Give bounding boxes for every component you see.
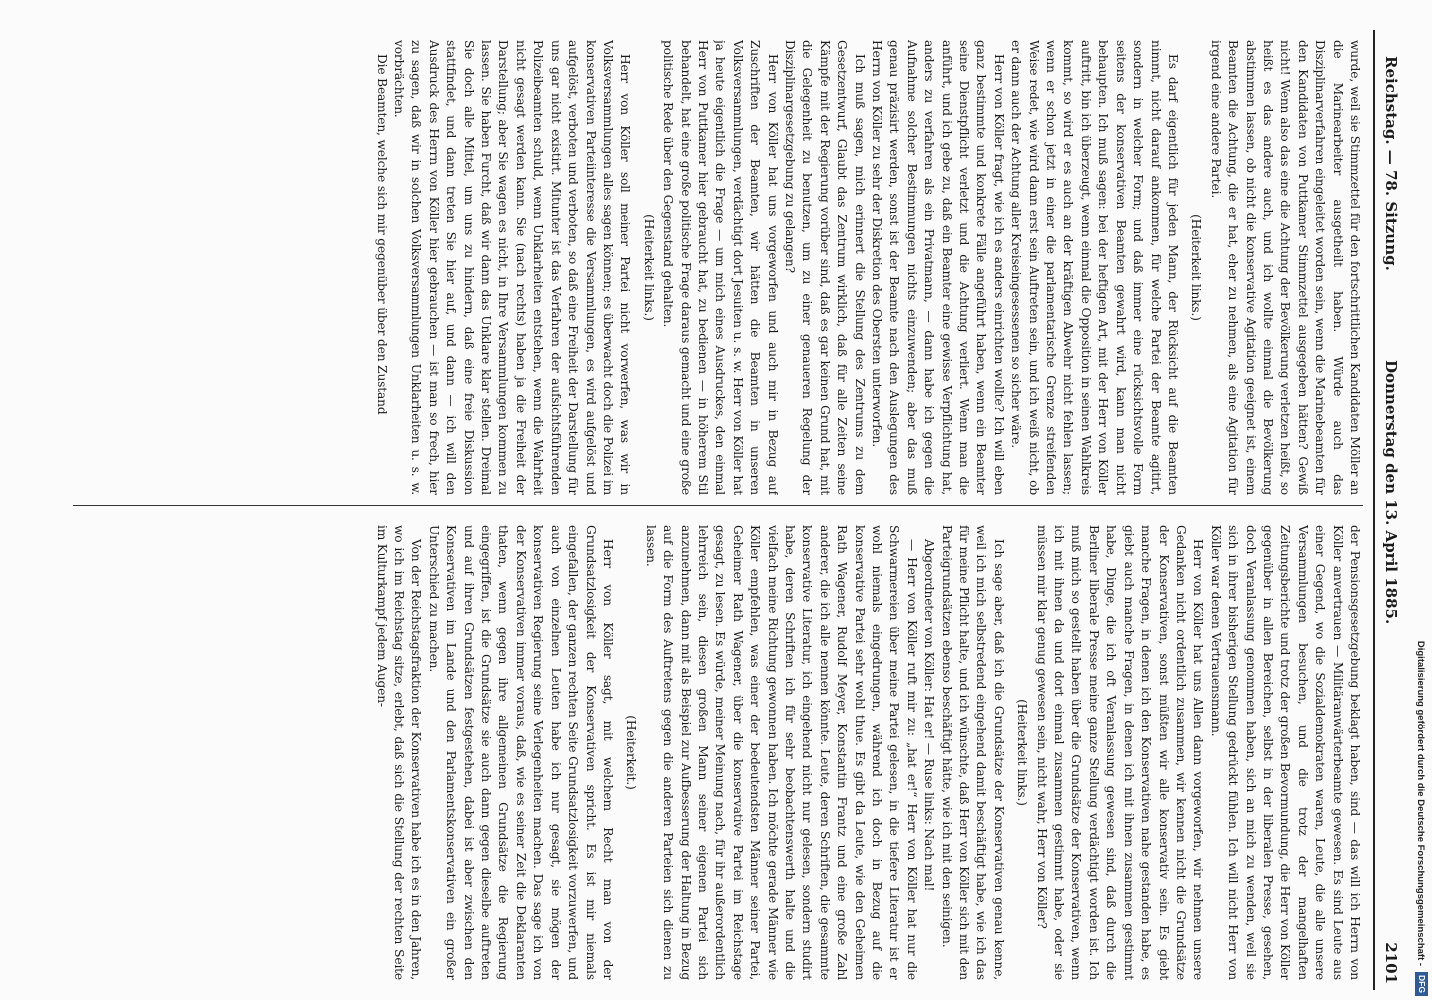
paragraph: Ich sage aber, daß ich die Grundsätze der Konservativen genau kenne, weil ich mich selbstredend eingehend damit beschäftigt habe, wie ich das für meine Pflicht halte, und ich wünschte, daß Herr von Köller sich mit den Parteigrundsätzen ebenso beschäftigt hätte, wie ich mit den seinigen.	[939, 525, 1006, 980]
right-column	[63, 525, 1363, 980]
header-session: Reichstag. — 78. Sitzung.	[1382, 56, 1400, 271]
interjection: (Heiterkeit.)	[624, 715, 639, 790]
paragraph: Es darf eigentlich für jeden Mann, der Rücksicht auf die Beamten nimmt, nicht darauf ankommen, für welche Partei der Beamte agitirt, sondern in welcher Form; und daß immer eine rücksichtsvolle Form seitens der konservativen Beamten gewahrt wird, kann man nicht behaupten. Ich muß sagen: bei der heftigen Art, mit der Herr von Köller auftritt, bin ich überzeugt, wenn einmal die Opposition in seinen Wahlkreis kommt, so wird er es auch an der kräftigen Abwehr nicht fehlen lassen; wenn er schon jetzt in einer die parlamentarische Grenze streifenden Weise redet, wie wird dann erst sein Auftreten sein, und ich weiß nicht, ob er dann auch der Achtung aller Kreiseingesessenen so sicher wäre.	[1009, 40, 1180, 495]
paragraph: Herr von Köller soll meiner Partei nicht vorwerfen, was wir in Volksversammlungen alles sagen können; es überwacht doch die Polizei im konservativen Parteiinteresse die Versammlungen, es wird aufgelöst und aufgelöst, verboten und verboten, so daß eine Freiheit der Darstellung für uns gar nicht existirt. Mitunter ist das Verfahren der aufsichtsführenden Polizeibeamten schuld, wenn Unklarheiten entstehen, wenn die Wahrheit nicht gesagt werden kann. Sie (nach rechts) haben ja die Freiheit der Darstellung; aber Sie wagen es nicht, in Ihre Versammlungen kommen zu lassen. Sie haben Furcht, daß wir dann das Unklare klar stellen. Dreimal Sie doch alle Mittel, um uns zu hindern, daß eine freie Diskussion stattfindet, und dann treten Sie hier auf, und dann — ich will den Ausdruck des Herrn von Köller hier gebrauchen — ist man so frech, hier zu sagen, daß wir in solchen Volksversammlungen Unklarheiten u. s. w. vorbrächten.	[392, 40, 633, 495]
page-header	[1373, 30, 1405, 990]
paragraph: Herr von Köller sagt, mit welchem Recht man von der Grundsatzlosigkeit der Konservativen spricht. Es ist mir niemals eingefallen, der ganzen rechten Seite Grundsatzlosigkeit vorzuwerfen, und auch von einzelnen Leuten habe ich nur gesagt, sie mögen der konservativen Regierung seine Verlegenheiten machen. Das sage ich von der Konservativen immer voraus, daß, wie es seiner Zeit die Deklaranten thaten, wenn gegen ihre allgemeinen Grundsätze die Regierung eingegriffen, ist die Grundsätze sie auch dann gegen dieselbe auftreten und auf ihren Grundsätzen festgestehen, dabei ist aber zwischen den Konservativen im Lande und den Parlamentskonservativen ein großer Unterschied zu machen.	[426, 525, 615, 980]
interjection: (Heiterkeit links.)	[1015, 699, 1030, 806]
page-number: 2101	[1382, 942, 1400, 984]
dfg-logo: DFG	[1415, 972, 1428, 996]
interjection: (Heiterkeit links.)	[641, 214, 656, 321]
paragraph: Die Beamten, welche sich mir gegenüber über den Zustand	[374, 54, 389, 415]
paragraph: — Herr von Köller ruft mir zu: „hat er!“ Herr von Köller hat nur die Schwarmereien über meine Partei gelesen, in die tiefere Literatur ist er wohl niemals eingedrungen, während ich doch in Bezug auf die konservative Partei sehr wohl thue. Es gibt da Leute, wie den Geheimen Rath Wagener, Rudolf Meyer, Konstantin Frantz und eine große Zahl anderer, die ich alle nennen könnte. Leute, deren Schriften, die gesammte konservative Literatur, ich eingehend nicht nur gelesen, sondern studirt habe, deren Schriften ich für sehr beobachtenswerth halte und die vielfach meine Richtung gewonnen haben. Ich möchte gerade Männer wie Köller empfehlen, was einer der bedeutendsten Männer seiner Partei, Geheimer Rath Wagener, über die konservative Partei im Reichstage gesagt, zu lesen. Es würde, meiner Meinung nach, für ihr außerordentlich lehrreich sein, diesen großen Mann seiner eigenen Partei sich anzunehmen, dann mit als Beispiel zur Aufbesserung der Haltung in Bezug auf die Form des Auftretens gegen die anderen Parteien sich dienen zu lassen.	[643, 525, 919, 980]
text-columns	[63, 30, 1363, 990]
paragraph: der Pensionsgesetzgebung beklagt haben, sind — das will ich Herrn von Köller anvertrauen — Militäranwärterbeamte gewesen. Es sind Leute aus einer Gegend, wo die Sozialdemokraten waren, Leute, die alle unsere Versammlungen besuchen, und die trotz der mangelhaften Zeitungsberichte und trotz der großen Bevormundung, die Herr von Köller gegenüber in allen Bereichen, selbst in der liberalen Presse, gesehen, doch Veranlassung genommen haben, sich an mich zu wenden, weil sie sich in ihrer bisherigen Stellung gedrückt fühlen. Ich will nicht Herr von Köller war denen Vertrauensmann.	[1208, 525, 1362, 980]
paragraph: Herr von Köller hat uns vorgeworfen und auch mir in Bezug auf Zuschriften der Beamten, wir hätten die Beamten in unseren Volksversammlungen, verdächtigt dort Jesuiten u. s. w. Herr von Köller hat ja heute eigentlich die Frage — um mich eines Ausdruckes, den einmal Herr von Puttkamer hier gebraucht hat, zu bedienen — in höherem Stil behandelt, hat eine große politische Frage daraus gemacht und eine große politische Rede über den Gegenstand gehalten.	[661, 40, 780, 495]
digitization-credit	[1410, 6, 1430, 996]
paragraph: Ich muß sagen, mich erinnert die Stellung des Zentrums zu dem Gesetzentwurf, Glaubt das Zentrum wirklich, daß für alle Zeiten seine Kämpfe mit der Regierung vorüber sind, daß es gar keinen Grund hat, mit die Gelegenheit zu benutzen, um zu einer genaueren Regelung der Disziplinargesetzgebung zu gelangen?	[783, 40, 867, 495]
left-column	[63, 40, 1363, 495]
paragraph: Herr von Köller hat uns Allen dann vorgeworfen, wir nehmen unsere Gedanken nicht ordentlich zusammen, wir kennen nicht die Grundsätze der Konservativen, sonst müßten wir alle konservativ sein. Es giebt manche Fragen, in denen ich den Konservativen nahe gestanden habe, es giebt auch manche Fragen, in denen ich mit ihnen zusammen gestimmt habe, Dinge, die ich oft Veranlassung gewesen sind, daß durch die Berliner liberale Presse meine ganze Stellung verdächtigt worden ist. Ich muß mich so gestellt haben über die Grundsätze der Konservativen, wenn ich mit ihnen da und dort einmal zusammen gestimmt habe, oder sie müssen mir klar genug gewesen sein, nicht wahr, Herr von Köller?	[1034, 525, 1206, 980]
paragraph: Abgeordneter von Köller: Hat er! — Ruse links: Nach mal!	[922, 539, 937, 892]
interjection: (Heiterkeit links.)	[1189, 214, 1204, 321]
credit-text: Digitalisierung gefördert durch die Deutsche Forschungsgemeinschaft -	[1415, 640, 1426, 967]
paragraph: Herr von Köller fragt, wie ich es anders einrichten wollte? Ich will eben ganz bestimmte und konkrete Fälle angeführt haben, wenn ein Beamter seine Dienstpflicht verletzt und die Achtung verliert. Wenn man die anführt, und ich gebe zu, daß ein Beamter eine gewisse Verpflichtung hat, anders zu verfahren als ein Privatmann, — dann habe ich gegen die Aufnahme solcher Bestimmungen nichts einzuwenden; aber das muß genau präzisirt werden, sonst ist der Beamte nach den Auslegungen des Herrn von Köller zu sehr der Diskretion des Obersten unterworfen.	[870, 40, 1006, 495]
paragraph: wurde, weil sie Stimmzettel für den fortschrittlichen Kandidaten Möller an die Marinearbeiter ausgetheilt haben. Würde auch das Disziplinarverfahren eingeleitet worden sein, wenn die Marinebeamten für den Kandidaten von Puttkamer Stimmzettel ausgegeben hätten? Gewiß nicht! Wenn also das eine die Achtung der Bevölkerung verletzen heißt, so heißt es das andere auch, und ich wollte einmal die Bevölkerung abstimmen lassen, ob nicht die konservative Agitation geeignet ist, einem Beamten die Achtung, die er hat, eher zu nehmen, als eine Agitation für irgend eine andere Partei.	[1208, 40, 1362, 495]
header-date: Donnerstag den 13. April 1885.	[1382, 360, 1400, 625]
newspaper-page	[60, 30, 1405, 990]
column-divider	[73, 505, 1363, 506]
paragraph: Von der Reichstagsfraktion der Konservativen habe ich es in den Jahren, wo ich im Reichstag sitze, erlebt, daß sich die Stellung der rechten Seite im Kulturkampf jedem Augen-	[374, 525, 424, 980]
